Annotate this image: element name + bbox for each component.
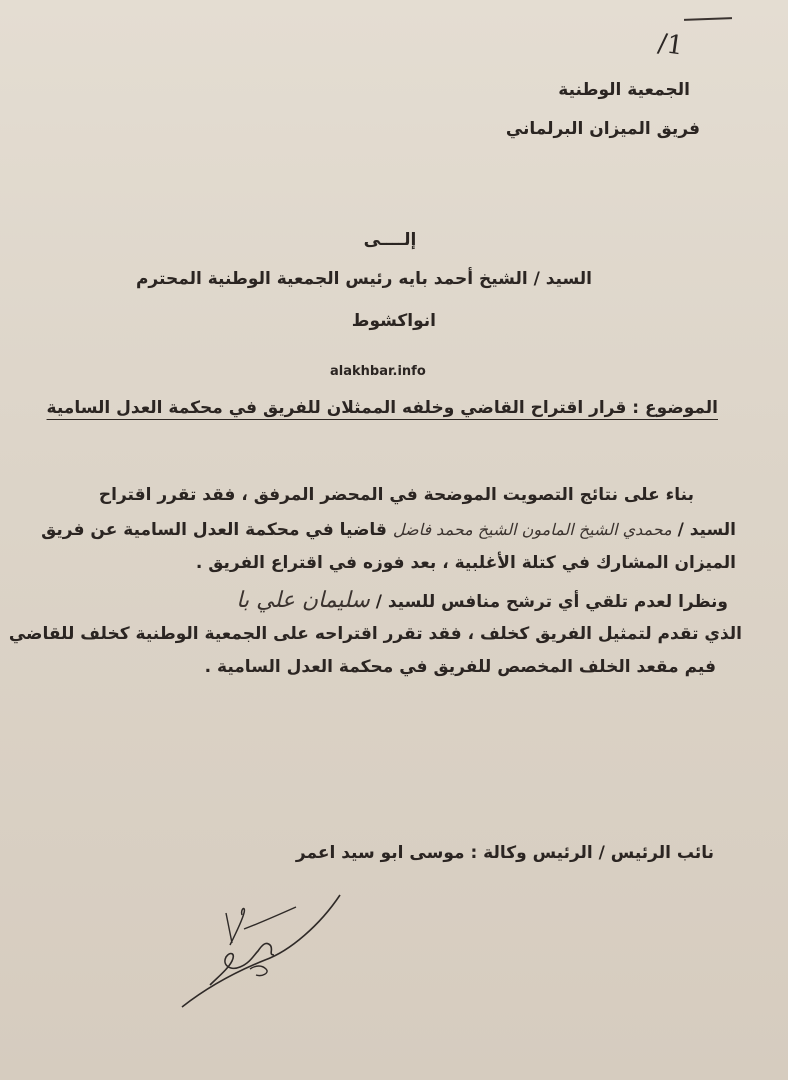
body-paragraph-line <box>236 588 728 613</box>
body-text: السيد / <box>671 520 736 540</box>
body-paragraph-line: الذي تقدم لتمثيل الفريق كخلف ، فقد تقرر اقتراحه على الجمعية الوطنية كخلف للقاضي <box>8 624 742 644</box>
watermark: alakhbar.info <box>330 364 426 379</box>
body-text: قاضيا في محكمة العدل السامية عن فريق <box>41 520 393 540</box>
handwritten-name: سليمان علي با <box>236 588 370 613</box>
body-text: ونظرا لعدم تلقي أي ترشح منافس للسيد / <box>369 592 728 612</box>
body-paragraph-line <box>41 520 736 540</box>
corner-dash <box>684 17 732 21</box>
handwritten-signature <box>170 885 350 1015</box>
body-paragraph-line: فيم مقعد الخلف المخصص للفريق في محكمة العدل السامية . <box>204 657 716 677</box>
body-paragraph-line: الميزان المشارك في كتلة الأغلبية ، بعد فوزه في اقتراع الفريق . <box>195 553 736 573</box>
addressee-city: انواكشوط <box>351 311 436 331</box>
handwritten-name: محمدي الشيخ المامون الشيخ محمد فاضل <box>392 520 672 539</box>
addressee-line: السيد / الشيخ أحمد بايه رئيس الجمعية الوطنية المحترم <box>135 269 592 289</box>
org-name: الجمعية الوطنية <box>558 80 690 100</box>
page-number-mark: /1 <box>656 28 686 62</box>
to-label: إلــــى <box>363 230 417 250</box>
body-paragraph-line: بناء على نتائج التصويت الموضحة في المحضر المرفق ، فقد تقرر اقتراح <box>98 485 694 505</box>
group-name: فريق الميزان البرلماني <box>505 119 700 139</box>
subject-line: الموضوع : قرار اقتراح القاضي وخلفه الممثلان للفريق في محكمة العدل السامية <box>46 398 718 418</box>
signatory-line: نائب الرئيس / الرئيس وكالة : موسى ابو سيد اعمر <box>295 843 714 863</box>
